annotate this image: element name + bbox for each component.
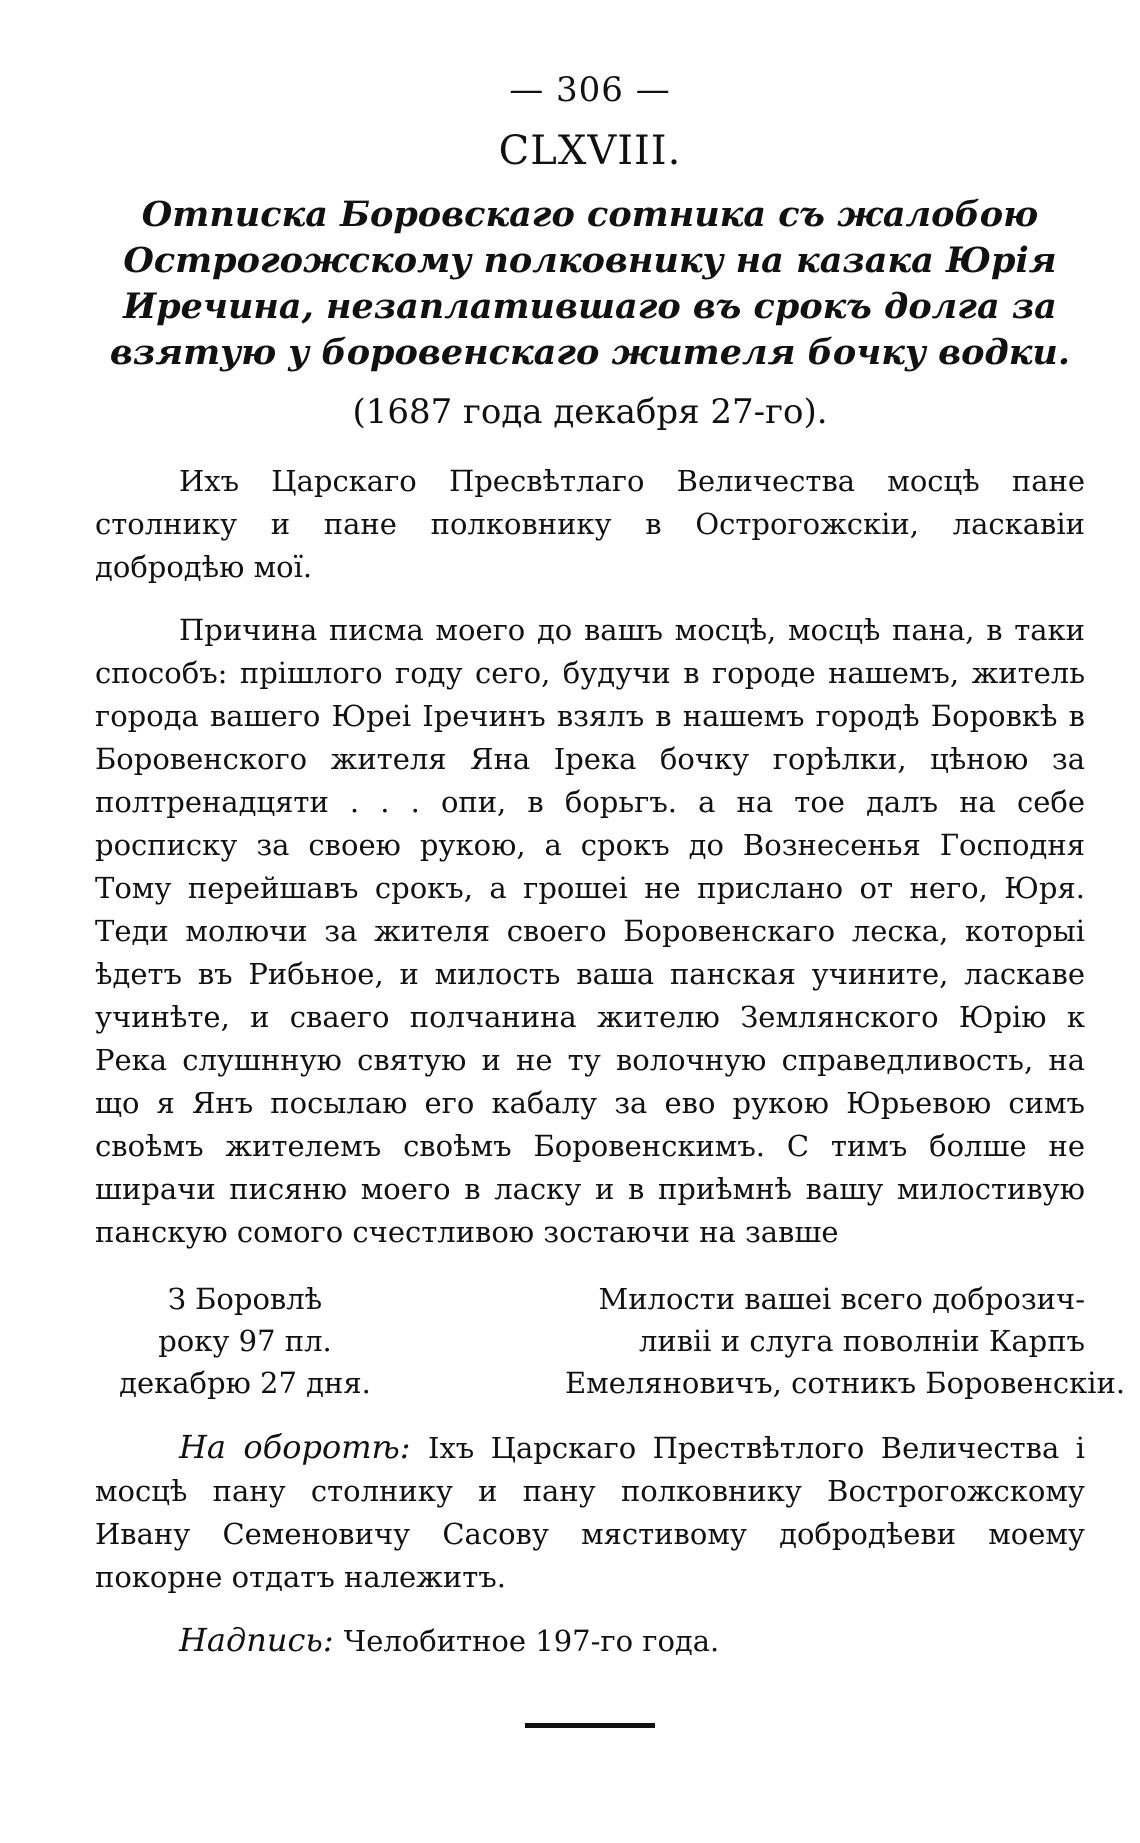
document-date: (1687 года декабря 27-го). — [352, 392, 828, 432]
year-line: року 97 пл. — [158, 1324, 332, 1358]
signature-block — [95, 1278, 1126, 1404]
place-date-block — [95, 1278, 395, 1404]
inscription-text: Челобитное 197-го года. — [343, 1624, 720, 1658]
signatory-block — [565, 1278, 1126, 1404]
place-line: З Боровлѣ — [167, 1282, 323, 1316]
document-title: Отписка Боровскаго сотника съ жалобою Острогожскому полковнику на казака Юрiя Иречина, незаплатившаго въ срокъ долга за взятую у боровенскаго жителя бочку водки. — [109, 194, 1071, 373]
signatory-line-3: Емеляновичъ, сотникъ Боровенскiи. — [565, 1366, 1126, 1400]
end-rule — [525, 1723, 655, 1728]
inscription-note — [95, 1619, 1085, 1663]
document-page — [95, 60, 1126, 1800]
signatory-line-2: ливii и слуга поволнiи Карпъ — [638, 1324, 1085, 1358]
day-line: декабрю 27 дня. — [119, 1366, 371, 1400]
body-paragraph: Причина писма моего до вашъ мосцѣ, мосцѣ пана, в таки способъ: прiшлого году сего, будучи в городе нашемъ, житель города вашего Юреi Iречинъ взялъ в нашемъ городѣ Боровкѣ в Боровенского жителя Яна Iрека бочку горѣлки, цѣною за полтренадцяти . . . опи, в борьгъ. а на тое далъ на себе росписку за своею рукою, а срокъ до Вознесенья Господня Тому перейшавъ срокъ, а грошеi не прислано от него, Юря. Теди молючи за жителя своего Боровенскаго леска, которыi ѣдетъ въ Рибьное, и милость ваша панская учините, ласкаве учинѣте, и сваего полчанина жителю Землянского Юрiю к Река слушнную святую и не ту волочную справедливость, на що я Янъ посылаю его кабалу за ево рукою Юрьевою симъ своѣмъ жителемъ своѣмъ Боровенскимъ. С тимъ болше не ширачи писяню моего в ласку и в приѣмнѣ вашу милостивую панскую сомого счестливою зостаючи на завше — [95, 613, 1085, 1249]
inscription-label: Надпись: — [179, 1621, 344, 1659]
page-number: — 306 — — [509, 70, 671, 110]
document-number: CLXVIII. — [498, 128, 682, 174]
address-paragraph: Ихъ Царскаго Пресвѣтлаго Величества мосцѣ пане столнику и пане полковнику в Острогожскiи, ласкавiи добродѣю мої. — [95, 464, 1085, 584]
signatory-line-1: Милости вашеi всего доброзич- — [598, 1282, 1085, 1316]
reverse-note — [95, 1426, 1085, 1599]
reverse-note-text: Iхъ Царскаго Прествѣтлого Величества i мосцѣ пану столнику и пану полковнику Вострогожскому Ивану Семеновичу Сасову мястивому добродѣеви моему покорне отдатъ належитъ. — [95, 1431, 1085, 1594]
reverse-note-label: На оборотѣ: — [179, 1428, 428, 1466]
